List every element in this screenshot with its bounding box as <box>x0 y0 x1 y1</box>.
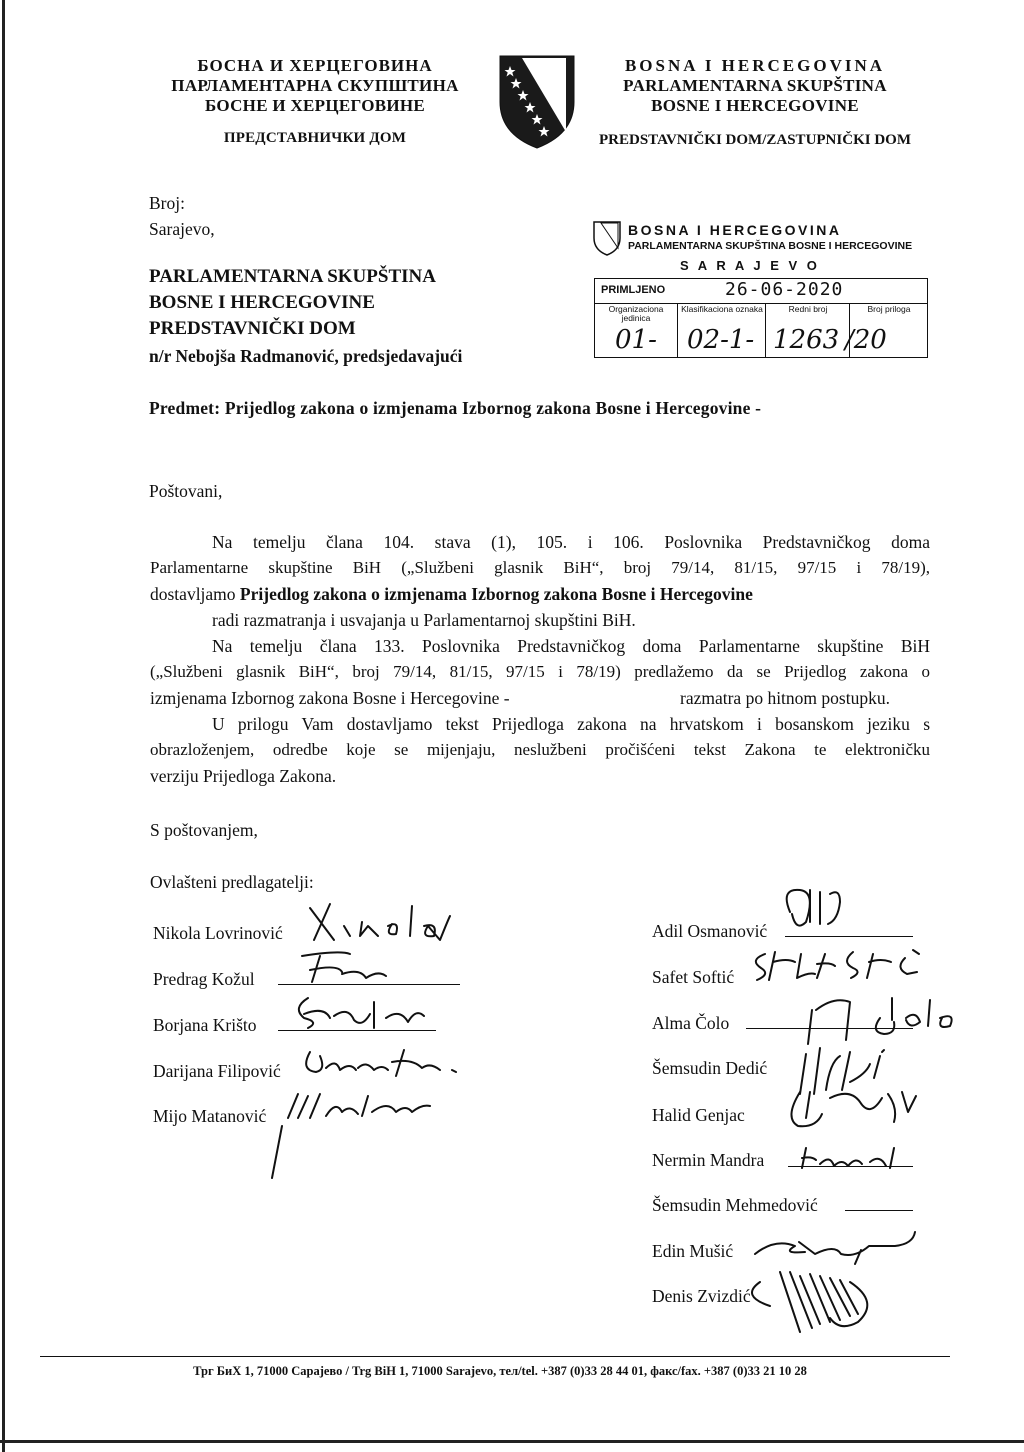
stamp-val-redni: 1263 <box>773 325 840 355</box>
stamp-col-sep-2 <box>765 303 766 357</box>
stamp-col-header-org: Organizaciona jedinica <box>608 304 664 323</box>
recipient-line3: PREDSTAVNIČKI DOM <box>149 318 356 339</box>
header-right-line4: PREDSTAVNIČKI DOM/ZASTUPNIČKI DOM <box>599 132 911 148</box>
letterhead <box>0 0 1024 160</box>
broj-label: Broj: <box>149 193 185 213</box>
closing: S poštovanjem, <box>150 820 258 840</box>
stamp-col-header-redni: Redni broj <box>788 304 828 314</box>
body-p1-line3 <box>150 581 930 607</box>
footer-rule <box>40 1356 950 1357</box>
signature-genjac <box>770 1078 940 1144</box>
signer-left: Mijo Matanović <box>153 1106 267 1126</box>
signer-right: Šemsudin Dedić <box>652 1058 768 1078</box>
signer-right: Alma Čolo <box>652 1013 730 1033</box>
scan-edge-bottom <box>0 1440 1024 1443</box>
signature-osmanovic <box>770 882 860 942</box>
body-p1-line2: Parlamentarne skupštine BiH („Službeni glasnik BiH“, broj 79/14, 81/15, 97/15 i 78/19), <box>150 558 930 577</box>
signature-softic <box>745 944 945 988</box>
signer-right: Adil Osmanović <box>652 921 768 941</box>
stamp-col-sep-1 <box>677 303 678 357</box>
footer-contact: Трг БиХ 1, 71000 Сарајево / Trg BiH 1, 71000 Sarajevo, тел/tel. +387 (0)33 28 44 01, факс/fax. +387 (0)33 21 10 28 <box>193 1364 807 1378</box>
stamp-val-priloga: /20 <box>845 325 887 355</box>
subject-line: Predmet: Prijedlog zakona o izmjenama Izbornog zakona Bosne i Hercegovine - <box>149 398 762 418</box>
recipient-line2: BOSNE I HERCEGOVINE <box>149 292 375 313</box>
signer-left: Darijana Filipović <box>153 1061 281 1081</box>
signers-label: Ovlašteni predlagatelji: <box>150 872 314 892</box>
signer-left: Predrag Kožul <box>153 969 255 989</box>
recipient-line1: PARLAMENTARNA SKUPŠTINA <box>149 266 436 287</box>
body-p3-line3: verziju Prijedloga Zakona. <box>150 766 337 786</box>
signer-left: Nikola Lovrinović <box>153 923 283 943</box>
body-p1-line1: Na temelju člana 104. stava (1), 105. i 106. Poslovnika Predstavničkog doma <box>212 532 930 552</box>
stamp-col-header-priloga: Broj priloga <box>867 304 911 314</box>
body-p2-line3a: izmjenama Izbornog zakona Bosne i Hercegovine - <box>150 688 510 708</box>
registry-stamp <box>588 218 934 370</box>
stamp-val-org: 01- <box>615 325 657 355</box>
signer-left: Borjana Krišto <box>153 1015 257 1035</box>
body-p3-line1: U prilogu Vam dostavljamo tekst Prijedloga zakona na hrvatskom i bosanskom jeziku s <box>212 714 930 734</box>
header-left-line2: ПАРЛАМЕНТАРНА СКУПШТИНА <box>171 76 459 95</box>
stamp-col-header-klas: Klasifikaciona oznaka <box>681 304 763 314</box>
body-p2-line2: („Službeni glasnik BiH“, broj 79/14, 81/15, 97/15 i 78/19) predlažemo da se Prijedlog zakona o <box>150 662 930 681</box>
stamp-line3: S A R A J E V O <box>680 258 820 273</box>
signature-line <box>845 1210 913 1211</box>
body-p2-line3b: razmatra po hitnom postupku. <box>680 688 890 708</box>
greeting: Poštovani, <box>149 481 223 501</box>
stamp-received-date: 26-06-2020 <box>725 279 844 300</box>
signature-matanovic <box>262 1086 442 1186</box>
stamp-line1: BOSNA I HERCEGOVINA <box>628 222 842 238</box>
body-p3-line2: obrazloženjem, odredbe koje se mijenjaju, neslužbeni pročišćeni tekst Zakona te elektroničku <box>150 740 930 759</box>
signer-right: Denis Zvizdić <box>652 1286 751 1306</box>
signer-right: Safet Softić <box>652 967 735 987</box>
signature-mandra <box>790 1138 910 1178</box>
signature-kristo <box>290 988 440 1034</box>
stamp-received-label: PRIMLJENO <box>601 284 666 296</box>
signature-lovrinovic <box>300 896 470 946</box>
header-left-line4: ПРЕДСТАВНИЧКИ ДОМ <box>223 130 407 146</box>
stamp-box <box>594 278 928 358</box>
header-left-line3: БОСНЕ И ХЕРЦЕГОВИНЕ <box>204 96 426 115</box>
header-right-line3: BOSNE I HERCEGOVINE <box>651 96 859 115</box>
signature-filipovic <box>296 1040 466 1084</box>
stamp-line2: PARLAMENTARNA SKUPŠTINA BOSNE I HERCEGOVINE <box>628 240 913 252</box>
signer-right: Halid Genjac <box>652 1105 745 1125</box>
signer-right: Šemsudin Mehmedović <box>652 1195 818 1215</box>
header-right-line2: PARLAMENTARNA SKUPŠTINA <box>623 76 887 95</box>
body-p1-line3-plain: dostavljamo <box>150 584 240 604</box>
scan-edge-left <box>2 0 5 1452</box>
header-right-line1: BOSNA I HERCEGOVINA <box>624 56 886 75</box>
body-p1-line4: radi razmatranja i usvajanja u Parlamentarnoj skupštini BiH. <box>212 610 636 630</box>
signer-right: Nermin Mandra <box>652 1150 765 1170</box>
signer-right: Edin Mušić <box>652 1241 734 1261</box>
body-p1-line3-bold: Prijedlog zakona o izmjenama Izbornog zakona Bosne i Hercegovine <box>239 584 753 604</box>
place-label: Sarajevo, <box>149 219 215 239</box>
header-left-line1: БОСНА И ХЕРЦЕГОВИНА <box>197 56 433 75</box>
stamp-crest-icon <box>592 220 622 256</box>
stamp-val-klas: 02-1- <box>687 325 755 355</box>
body-p2-line1: Na temelju člana 133. Poslovnika Predstavničkog doma Parlamentarne skupštine BiH <box>212 636 930 656</box>
signature-zvizdic <box>730 1262 910 1342</box>
signature-kozul <box>290 946 400 992</box>
recipient-line4: n/r Nebojša Radmanović, predsjedavajući <box>149 346 463 366</box>
